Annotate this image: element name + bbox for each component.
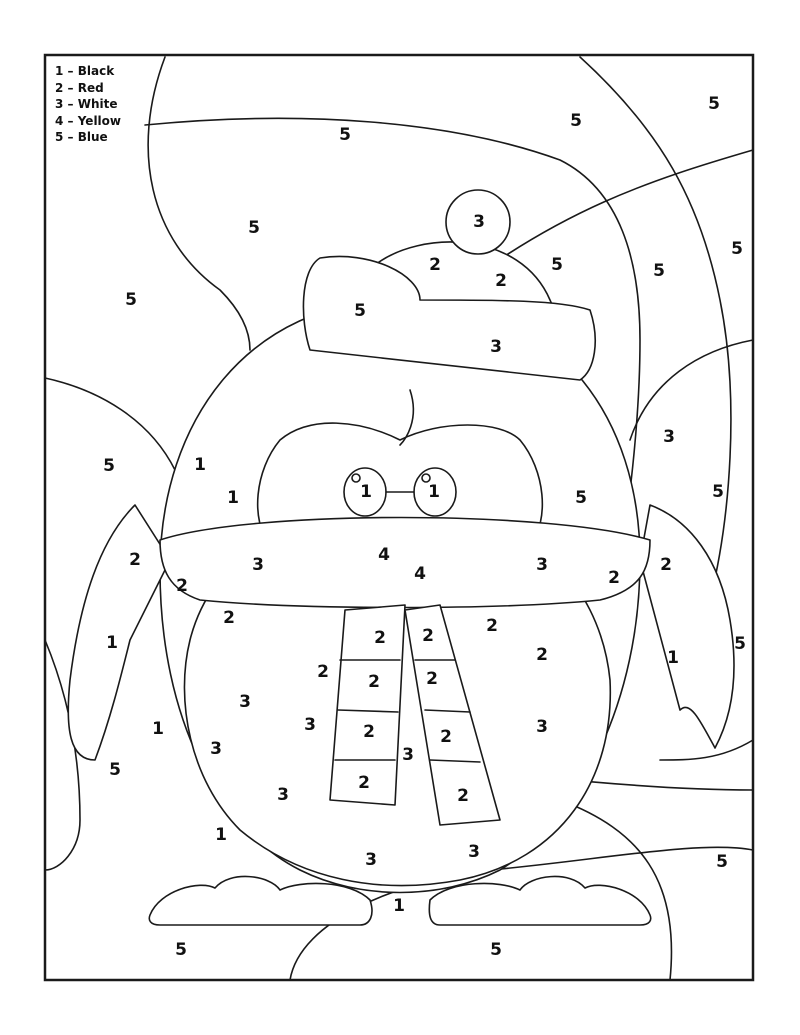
region-number: 2 <box>660 555 672 575</box>
region-number: 1 <box>667 648 679 668</box>
region-number: 2 <box>358 773 370 793</box>
region-number: 1 <box>106 633 118 653</box>
region-number: 2 <box>317 662 329 682</box>
region-number: 3 <box>490 337 502 357</box>
region-number: 2 <box>363 722 375 742</box>
region-number: 2 <box>176 576 188 596</box>
region-number: 3 <box>663 427 675 447</box>
region-number: 2 <box>536 645 548 665</box>
region-number: 3 <box>252 555 264 575</box>
region-number: 5 <box>712 482 724 502</box>
region-number: 5 <box>125 290 137 310</box>
region-number: 5 <box>716 852 728 872</box>
region-number: 2 <box>368 672 380 692</box>
region-number: 5 <box>354 301 366 321</box>
region-number: 2 <box>129 550 141 570</box>
region-number: 3 <box>402 745 414 765</box>
region-number: 5 <box>551 255 563 275</box>
region-number: 2 <box>457 786 469 806</box>
region-number: 2 <box>440 727 452 747</box>
region-number: 5 <box>175 940 187 960</box>
scarf-wrap <box>160 518 650 608</box>
region-number: 5 <box>653 261 665 281</box>
region-number: 2 <box>374 628 386 648</box>
region-number: 5 <box>734 634 746 654</box>
region-number: 1 <box>215 825 227 845</box>
legend-item: 1 – Black <box>55 64 115 78</box>
region-number: 2 <box>495 271 507 291</box>
region-number: 4 <box>378 545 390 565</box>
region-number: 2 <box>223 608 235 628</box>
color-legend <box>55 63 121 146</box>
region-number: 2 <box>429 255 441 275</box>
region-number: 3 <box>468 842 480 862</box>
region-number: 3 <box>473 212 485 232</box>
region-number: 1 <box>194 455 206 475</box>
legend-item: 5 – Blue <box>55 130 108 144</box>
region-number: 1 <box>428 482 440 502</box>
region-number: 2 <box>486 616 498 636</box>
region-number: 4 <box>414 564 426 584</box>
right-wing <box>640 505 734 748</box>
region-number: 3 <box>277 785 289 805</box>
region-number: 5 <box>339 125 351 145</box>
region-number: 3 <box>210 739 222 759</box>
legend-item: 3 – White <box>55 97 118 111</box>
region-number: 1 <box>152 719 164 739</box>
region-number: 5 <box>248 218 260 238</box>
region-number: 3 <box>536 555 548 575</box>
region-number: 3 <box>239 692 251 712</box>
region-number: 5 <box>708 94 720 114</box>
region-number: 5 <box>490 940 502 960</box>
legend-item: 4 – Yellow <box>55 113 122 128</box>
region-number: 1 <box>393 896 405 916</box>
region-number: 2 <box>426 669 438 689</box>
region-number: 5 <box>109 760 121 780</box>
legend-item: 2 – Red <box>55 80 104 95</box>
region-number: 3 <box>536 717 548 737</box>
region-number: 2 <box>608 568 620 588</box>
region-number: 2 <box>422 626 434 646</box>
region-number: 5 <box>103 456 115 476</box>
region-number: 3 <box>304 715 316 735</box>
region-number: 5 <box>575 488 587 508</box>
region-number: 3 <box>365 850 377 870</box>
region-number: 5 <box>570 111 582 131</box>
region-number: 1 <box>360 482 372 502</box>
region-number: 5 <box>731 239 743 259</box>
region-number: 1 <box>227 488 239 508</box>
